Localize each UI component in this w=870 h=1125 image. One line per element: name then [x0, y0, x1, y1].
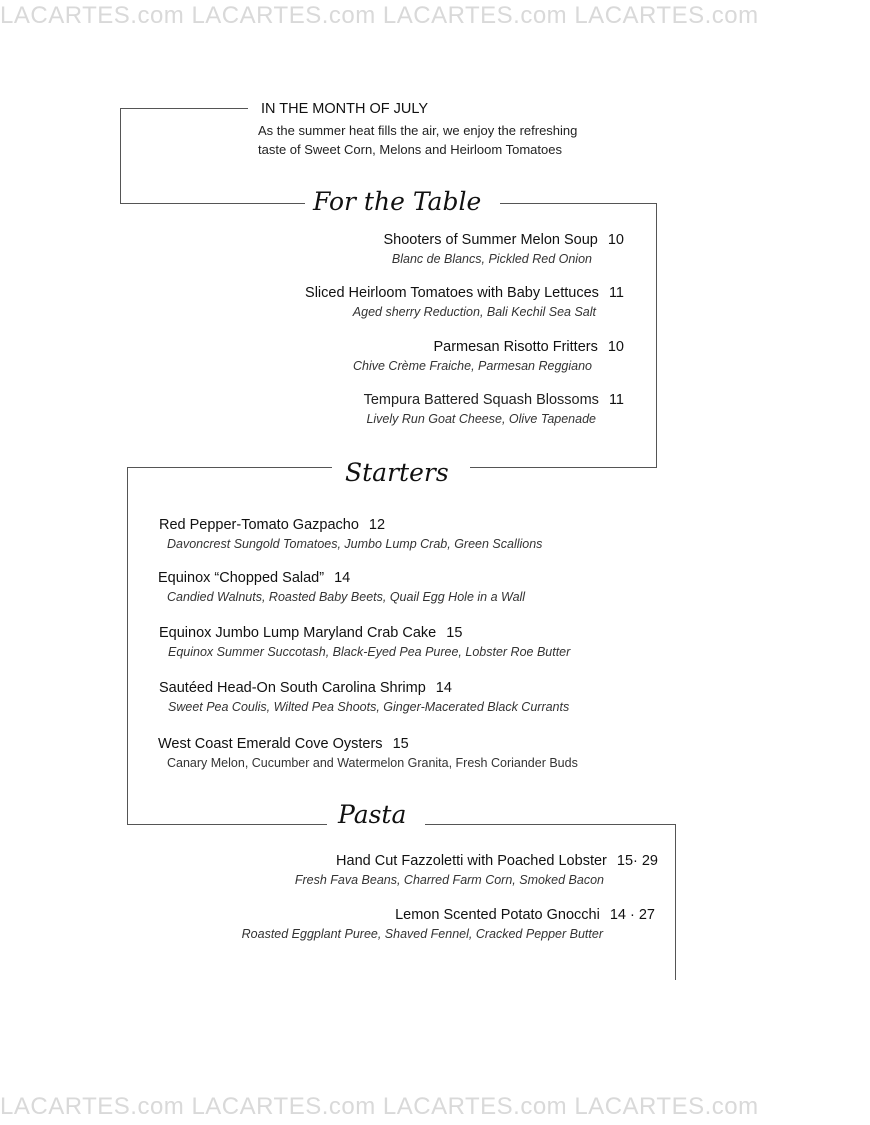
- intro-title: IN THE MONTH OF JULY: [261, 101, 429, 117]
- item-name: Shooters of Summer Melon Soup: [383, 232, 598, 248]
- frame-line: [656, 203, 657, 467]
- item-description: Davoncrest Sungold Tomatoes, Jumbo Lump Crab, Green Scallions: [167, 537, 543, 551]
- watermark-top: LACARTES.com LACARTES.com LACARTES.com LACARTES.com: [0, 2, 759, 29]
- frame-line: [470, 467, 657, 468]
- menu-item: [159, 679, 569, 714]
- heading-pasta: Pasta: [330, 800, 414, 829]
- intro-text: [258, 121, 638, 159]
- item-description: Fresh Fava Beans, Charred Farm Corn, Smoked Bacon: [294, 873, 604, 887]
- heading-starters: Starters: [337, 458, 457, 487]
- frame-line: [675, 824, 676, 980]
- intro-line-1: As the summer heat fills the air, we enjoy the refreshing: [258, 123, 578, 138]
- frame-line: [500, 203, 656, 204]
- item-price: 15: [446, 625, 463, 641]
- item-description: Lively Run Goat Cheese, Olive Tapenade: [366, 412, 596, 426]
- item-name: Equinox “Chopped Salad”: [158, 570, 325, 586]
- frame-line: [127, 824, 327, 825]
- frame-line: [120, 203, 310, 204]
- item-price: 11: [608, 285, 624, 301]
- menu-item: [353, 338, 624, 373]
- item-price: 14 · 27: [609, 907, 655, 923]
- menu-item: [295, 852, 658, 887]
- menu-item: [383, 231, 624, 266]
- menu-item: [305, 284, 624, 319]
- item-description: Canary Melon, Cucumber and Watermelon Granita, Fresh Coriander Buds: [167, 756, 578, 770]
- item-price: 15: [392, 736, 409, 752]
- item-name: Sliced Heirloom Tomatoes with Baby Lettuces: [305, 285, 599, 301]
- item-description: Chive Crème Fraiche, Parmesan Reggiano: [353, 359, 592, 373]
- item-price: 15· 29: [616, 853, 658, 869]
- item-name: Tempura Battered Squash Blossoms: [363, 392, 599, 408]
- menu-item: [158, 735, 578, 770]
- menu-item: [364, 391, 624, 426]
- intro-line-2: taste of Sweet Corn, Melons and Heirloom Tomatoes: [258, 142, 562, 157]
- item-description: Sweet Pea Coulis, Wilted Pea Shoots, Ginger-Macerated Black Currants: [168, 700, 570, 714]
- item-name: Lemon Scented Potato Gnocchi: [395, 907, 600, 923]
- frame-line: [425, 824, 675, 825]
- frame-line: [127, 467, 128, 824]
- item-name: Sautéed Head-On South Carolina Shrimp: [159, 680, 426, 696]
- item-price: 10: [607, 339, 624, 355]
- item-name: West Coast Emerald Cove Oysters: [158, 736, 383, 752]
- item-description: Equinox Summer Succotash, Black-Eyed Pea Puree, Lobster Roe Butter: [168, 645, 571, 659]
- watermark-bottom: LACARTES.com LACARTES.com LACARTES.com LACARTES.com: [0, 1093, 759, 1120]
- item-description: Roasted Eggplant Puree, Shaved Fennel, Cracked Pepper Butter: [241, 927, 603, 941]
- menu-item: [158, 569, 525, 604]
- menu-item: [159, 624, 570, 659]
- menu-item: [242, 906, 655, 941]
- item-price: 10: [607, 232, 624, 248]
- item-description: Aged sherry Reduction, Bali Kechil Sea Salt: [352, 305, 596, 319]
- heading-for-the-table: For the Table: [305, 187, 489, 216]
- item-price: 14: [334, 570, 351, 586]
- menu-item: [159, 516, 542, 551]
- frame-line: [120, 108, 248, 109]
- item-description: Candied Walnuts, Roasted Baby Beets, Quail Egg Hole in a Wall: [167, 590, 526, 604]
- item-name: Hand Cut Fazzoletti with Poached Lobster: [336, 853, 607, 869]
- item-name: Equinox Jumbo Lump Maryland Crab Cake: [159, 625, 437, 641]
- item-price: 14: [435, 680, 452, 696]
- frame-line: [120, 108, 121, 204]
- item-name: Red Pepper-Tomato Gazpacho: [159, 517, 359, 533]
- item-price: 12: [368, 517, 386, 533]
- item-name: Parmesan Risotto Fritters: [433, 339, 598, 355]
- frame-line: [127, 467, 332, 468]
- item-description: Blanc de Blancs, Pickled Red Onion: [391, 252, 592, 266]
- item-price: 11: [608, 392, 624, 408]
